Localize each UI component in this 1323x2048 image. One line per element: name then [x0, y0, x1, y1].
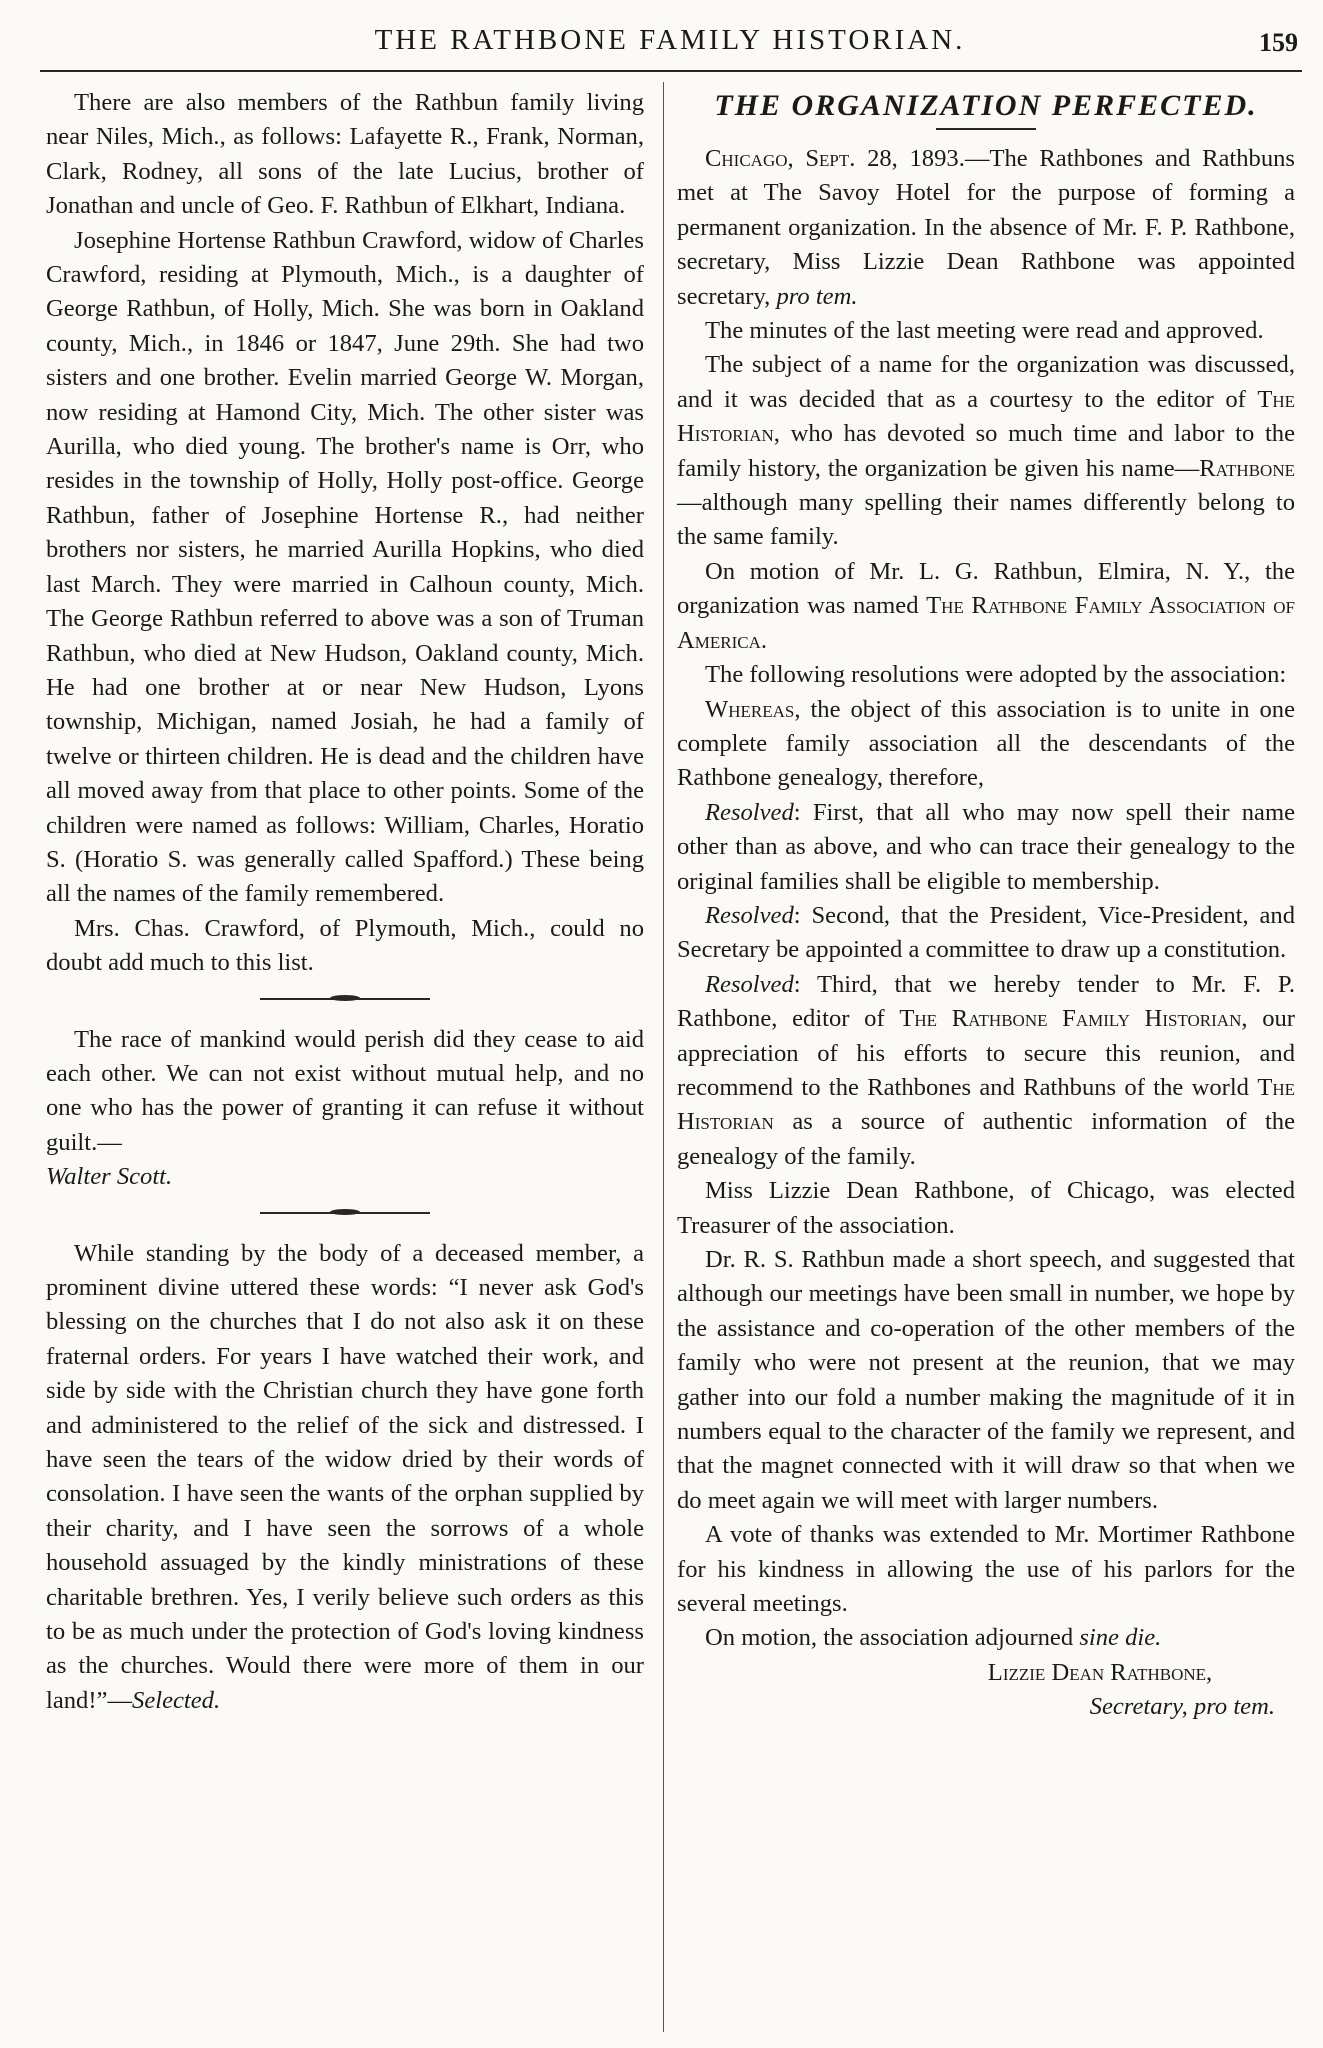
- signature-title: Secretary, pro tem.: [1089, 1693, 1275, 1721]
- running-title: THE RATHBONE FAMILY HISTORIAN.: [374, 24, 966, 56]
- fraternal-orders-attribution: Selected.: [132, 1686, 221, 1714]
- name-subject-text-3: —although many spelling their names differently belong to the same family.: [677, 489, 1295, 551]
- motion-name-text: On motion of Mr. L. G. Rathbun, Elmira, N. Y., the organization was named: [677, 557, 1295, 620]
- paragraph-mrs-crawford: Mrs. Chas. Crawford, of Plymouth, Mich., could no doubt add much to this list.: [46, 914, 644, 977]
- whereas-text: , the object of this association is to unite in one complete family association all the descendants of the Rathbone genealogy, therefore,: [677, 695, 1295, 792]
- column-divider: [663, 82, 664, 2032]
- signature-name: Lizzie Dean Rathbone,: [987, 1658, 1213, 1686]
- association-name: The Rathbone Family Association of America.: [677, 592, 1296, 654]
- paragraph-motion-name: [677, 555, 1295, 658]
- resolved-label: Resolved: [705, 901, 794, 929]
- paragraph-fraternal-orders: [46, 1237, 644, 1719]
- section-separator: [260, 1209, 430, 1217]
- paragraph-meeting: [677, 142, 1295, 314]
- resolution-first: [677, 796, 1295, 899]
- rathbone-name: Rathbone: [1199, 454, 1295, 482]
- name-subject-text-2: , who has devoted so much time and labor to the family history, the organization be given his name—: [677, 420, 1295, 482]
- header-rule: [40, 70, 1302, 72]
- fraternal-orders-text: While standing by the body of a deceased member, a prominent divine uttered these words: “I never ask God's blessing on the churches that I do not also ask it on these fraternal orders. For years I have watched their work, and side by side with the Christian church they have gone forth and administered to the relief of the sick and distressed. I have seen the tears of the widow dried by their words of consolation. I have seen the wants of the orphan supplied by their charity, and I have seen the sorrows of a whole household assuaged by the kindly ministrations of these charitable brethren. Yes, I verily believe such orders as this to be as much under the protection of God's loving kindness as the churches. Would there were more of them in our land!”—: [46, 1239, 644, 1714]
- resolution-third: [677, 968, 1295, 1174]
- resolution-third-text-3: as a source of authentic information of the genealogy of the family.: [677, 1108, 1295, 1170]
- paragraph-josephine-crawford: Josephine Hortense Rathbun Crawford, widow of Charles Crawford, residing at Plymouth, Mich., is a daughter of George Rathbun, of Holly, Mich. She was born in Oakland county, Mich., in 1846 or 1847, June 29th. She had two sisters and one brother. Evelin married George W. Morgan, now residing at Hamond City, Mich. The other sister was Aurilla, who died young. The brother's name is Orr, who resides in the township of Holly, Holly post-office. George Rathbun, father of Josephine Hortense R., had neither brothers nor sisters, he married Aurilla Hopkins, who died last March. They were married in Calhoun county, Mich. The George Rathbun referred to above was a son of Truman Rathbun, who died at New Hudson, Oakland county, Mich. He had one brother at or near New Hudson, Lyons township, Michigan, named Josiah, he had a family of twelve or thirteen children. He is dead and the children have all moved away from that place to other points. Some of the children were named as follows: William, Charles, Horatio S. (Horatio S. was generally called Spafford.) These being all the names of the family remembered.: [46, 226, 644, 908]
- page-number: 159: [1259, 28, 1298, 57]
- page-header: [40, 22, 1300, 62]
- right-column: [677, 86, 1295, 1725]
- section-separator: [260, 995, 430, 1003]
- left-column: [46, 86, 644, 1718]
- sine-die: sine die.: [1079, 1624, 1162, 1652]
- article-heading: THE ORGANIZATION PERFECTED.: [714, 89, 1258, 122]
- quote-attribution: Walter Scott.: [46, 1163, 173, 1191]
- resolved-label: Resolved: [705, 798, 794, 826]
- paragraph-resolutions-intro: The following resolutions were adopted by the association:: [705, 661, 1287, 689]
- dateline: Chicago, Sept. 28, 1893.: [705, 145, 965, 172]
- meeting-text: —The Rathbones and Rathbuns met at The Savoy Hotel for the purpose of forming a permanent organization. In the absence of Mr. F. P. Rathbone, secretary, Miss Lizzie Dean Rathbone was appointed secretary,: [677, 145, 1295, 310]
- whereas-label: Whereas: [705, 695, 795, 723]
- paragraph-name-subject: [677, 348, 1295, 554]
- journal-title: The Rathbone Family Historian: [899, 1005, 1242, 1033]
- paragraph-speech: Dr. R. S. Rathbun made a short speech, and suggested that although our meetings have been small in number, we hope by the assistance and co-operation of the other members of the family who were not present at the reunion, that we may gather into our fold a number making the magnitude of it in numbers equal to the character of the family we represent, and that the magnet connected with it will draw so that when we do meet again we will meet with larger numbers.: [677, 1246, 1295, 1514]
- paragraph-treasurer: Miss Lizzie Dean Rathbone, of Chicago, was elected Treasurer of the association.: [677, 1177, 1295, 1239]
- heading-rule: [936, 128, 1036, 130]
- historian-title: The Historian: [677, 1073, 1295, 1136]
- paragraph-minutes: The minutes of the last meeting were read and approved.: [705, 317, 1264, 345]
- adjourned-text: On motion, the association adjourned: [705, 1624, 1074, 1652]
- resolution-third-text-2: , our appreciation of his efforts to secure this reunion, and recommend to the Rathbones and Rathbuns of the world: [677, 1005, 1295, 1101]
- resolution-first-text: : First, that all who may now spell their name other than as above, and who can trace their genealogy to the original families shall be eligible to membership.: [677, 798, 1295, 895]
- resolved-label: Resolved: [705, 970, 794, 998]
- paragraph-niles-rathbuns: There are also members of the Rathbun family living near Niles, Mich., as follows: Lafayette R., Frank, Norman, Clark, Rodney, all sons of the late Lucius, brother of Jonathan and uncle of Geo. F. Rathbun of Elkhart, Indiana.: [46, 89, 644, 220]
- resolution-second-text: : Second, that the President, Vice-President, and Secretary be appointed a committee to draw up a constitution.: [677, 901, 1295, 964]
- signature-block: [677, 1656, 1295, 1725]
- paragraph-adjourned: [677, 1621, 1295, 1655]
- historian-title: The Historian: [677, 385, 1295, 448]
- paragraph-whereas: [677, 693, 1295, 796]
- paragraph-vote-of-thanks: A vote of thanks was extended to Mr. Mortimer Rathbone for his kindness in allowing the use of his parlors for the several meetings.: [677, 1521, 1295, 1618]
- name-subject-text: The subject of a name for the organization was discussed, and it was decided that as a courtesy to the editor of: [677, 351, 1295, 413]
- quote-text: The race of mankind would perish did they cease to aid each other. We can not exist without mutual help, and no one who has the power of granting it can refuse it without guilt.—: [46, 1025, 644, 1156]
- quote-walter-scott: [46, 1023, 644, 1195]
- resolution-second: [677, 899, 1295, 968]
- resolution-third-text: : Third, that we hereby tender to Mr. F. P. Rathbone, editor of: [677, 970, 1295, 1033]
- pro-tem: pro tem.: [776, 282, 858, 310]
